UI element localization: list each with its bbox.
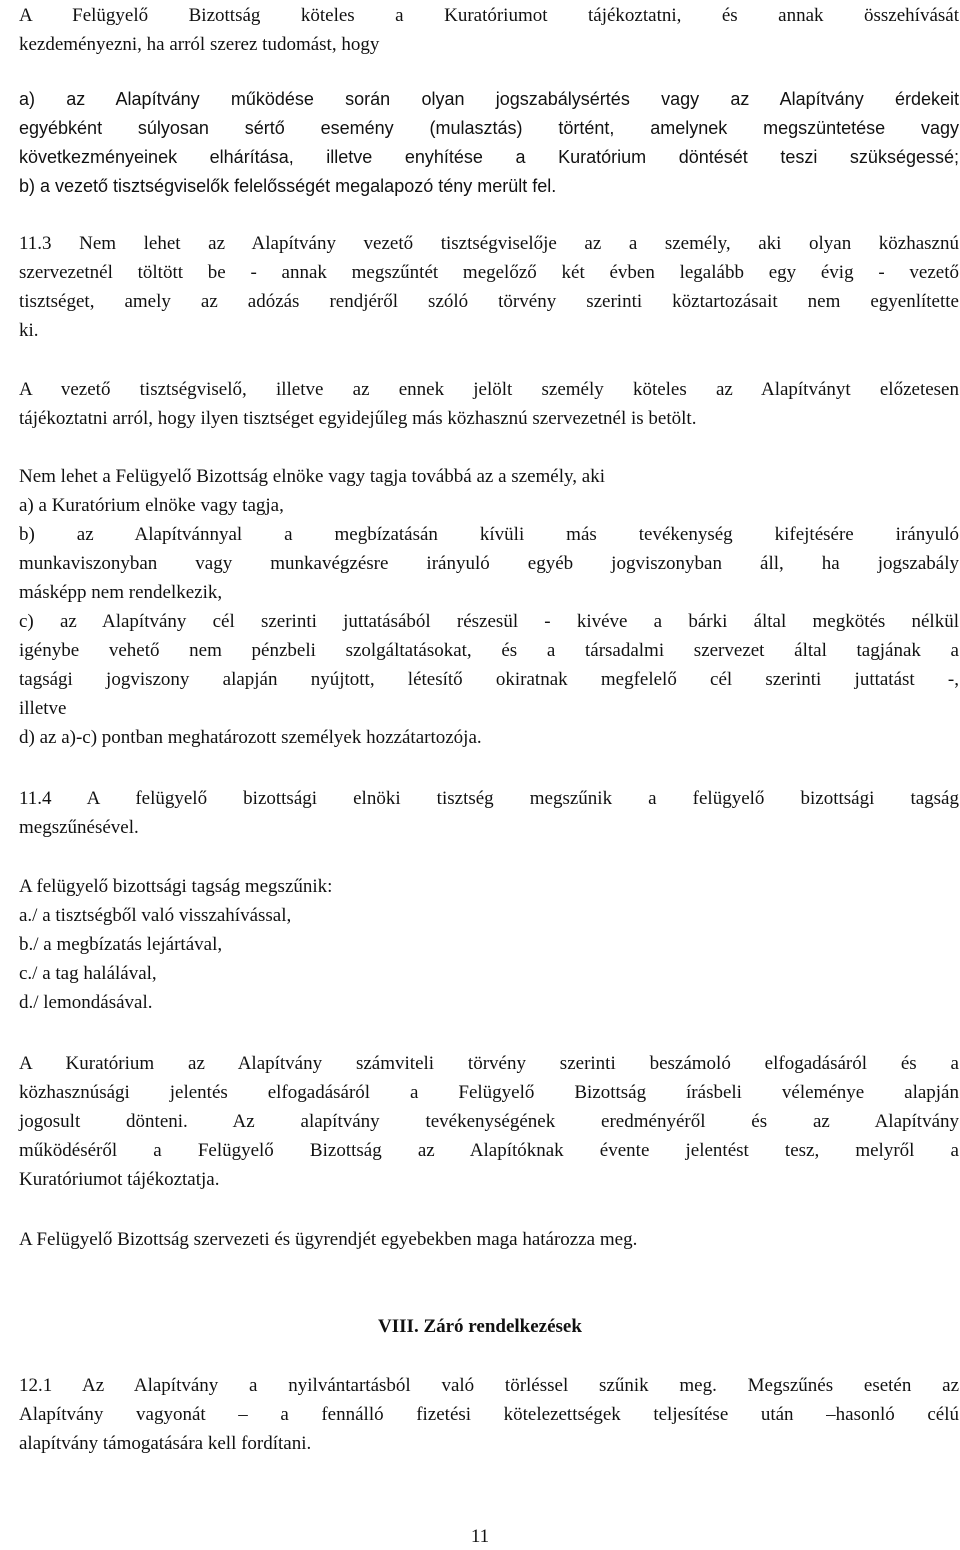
paragraph-11-4	[19, 784, 959, 842]
text-line: A felügyelő bizottsági tagság megszűnik:	[19, 876, 333, 897]
paragraph-membership-termination	[19, 872, 959, 1017]
text-line: c./ a tag halálával,	[19, 963, 157, 984]
text-line: 11.3 Nem lehet az Alapítvány vezető tisztségviselője az a személy, aki olyan közhasznú	[19, 233, 959, 254]
text-line: tájékoztatni arról, hogy ilyen tisztséget egyidejűleg más közhasznú szervezetnél is betölt.	[19, 408, 697, 429]
section-heading: VIII. Záró rendelkezések	[378, 1316, 582, 1337]
text-line: d./ lemondásával.	[19, 992, 153, 1013]
text-line: b./ a megbízatás lejártával,	[19, 934, 223, 955]
paragraph-12-1	[19, 1371, 959, 1458]
text-line: 12.1 Az Alapítvány a nyilvántartásból való törléssel szűnik meg. Megszűnés esetén az	[19, 1375, 959, 1396]
text-line: tagsági jogviszony alapján nyújtott, létesítő okiratnak megfelelő cél szerinti juttatást -,	[19, 669, 959, 690]
text-line: tisztséget, amely az adózás rendjéről szóló törvény szerinti köztartozásait nem egyenlítette	[19, 291, 959, 312]
text-line: működéséről a Felügyelő Bizottság az Alapítóknak évente jelentést tesz, melyről a	[19, 1140, 959, 1161]
text-line: b) az Alapítvánnyal a megbízatásán kívüli más tevékenység kifejtésére irányuló	[19, 524, 959, 545]
text-line: következményeinek elhárítása, illetve enyhítése a Kuratórium döntését teszi szükségessé;	[19, 147, 959, 167]
text-line: jogosult dönteni. Az alapítvány tevékenységének eredményéről és az Alapítvány	[19, 1111, 959, 1132]
text-line: 11.4 A felügyelő bizottsági elnöki tisztség megszűnik a felügyelő bizottsági tagság	[19, 788, 959, 809]
text-line: szervezetnél töltött be - annak megszűntét megelőző két évben legalább egy évig - vezető	[19, 262, 959, 283]
text-line: másképp nem rendelkezik,	[19, 582, 223, 603]
paragraph-intro	[19, 1, 959, 59]
paragraph-ineligibility	[19, 462, 959, 752]
text-line: munkaviszonyban vagy munkavégzésre irányuló egyéb jogviszonyban áll, ha jogszabály	[19, 553, 959, 574]
text-line: c) az Alapítvány cél szerinti juttatásából részesül - kivéve a bárki által megkötés nélkül	[19, 611, 959, 632]
text-line: a) az Alapítvány működése során olyan jogszabálysértés vagy az Alapítvány érdekeit	[19, 89, 959, 109]
text-line: ki.	[19, 320, 39, 341]
paragraph-rules	[19, 1225, 959, 1254]
text-line: b) a vezető tisztségviselők felelősségét megalapozó tény merült fel.	[19, 176, 557, 196]
text-line: egyébként súlyosan sértő esemény (mulasztás) történt, amelynek megszüntetése vagy	[19, 118, 959, 138]
paragraph-officer-notice	[19, 375, 959, 433]
text-line: alapítvány támogatására kell fordítani.	[19, 1433, 312, 1454]
paragraph-11-3	[19, 229, 959, 345]
paragraph-conditions	[19, 85, 959, 201]
page-number: 11	[470, 1526, 490, 1547]
text-line: Kuratóriumot tájékoztatja.	[19, 1169, 220, 1190]
text-line: d) az a)-c) pontban meghatározott személyek hozzátartozója.	[19, 727, 482, 748]
text-line: közhasznúsági jelentés elfogadásáról a Felügyelő Bizottság írásbeli véleménye alapján	[19, 1082, 959, 1103]
text-line: A Felügyelő Bizottság köteles a Kuratóriumot tájékoztatni, és annak összehívását	[19, 5, 959, 26]
text-line: Nem lehet a Felügyelő Bizottság elnöke vagy tagja továbbá az a személy, aki	[19, 466, 605, 487]
text-line: A vezető tisztségviselő, illetve az ennek jelölt személy köteles az Alapítványt előzetesen	[19, 379, 959, 400]
text-line: illetve	[19, 698, 67, 719]
text-line: a./ a tisztségből való visszahívással,	[19, 905, 292, 926]
text-line: igénybe vehető nem pénzbeli szolgáltatásokat, és a társadalmi szervezet által tagjának a	[19, 640, 959, 661]
text-line: kezdeményezni, ha arról szerez tudomást, hogy	[19, 34, 380, 55]
text-line: Alapítvány vagyonát – a fennálló fizetési kötelezettségek teljesítése után –hasonló célú	[19, 1404, 959, 1425]
text-line: megszűnésével.	[19, 817, 139, 838]
text-line: A Kuratórium az Alapítvány számviteli törvény szerinti beszámoló elfogadásáról és a	[19, 1053, 959, 1074]
text-line: a) a Kuratórium elnöke vagy tagja,	[19, 495, 284, 516]
paragraph-board-report	[19, 1049, 959, 1194]
text-line: A Felügyelő Bizottság szervezeti és ügyrendjét egyebekben maga határozza meg.	[19, 1229, 638, 1250]
